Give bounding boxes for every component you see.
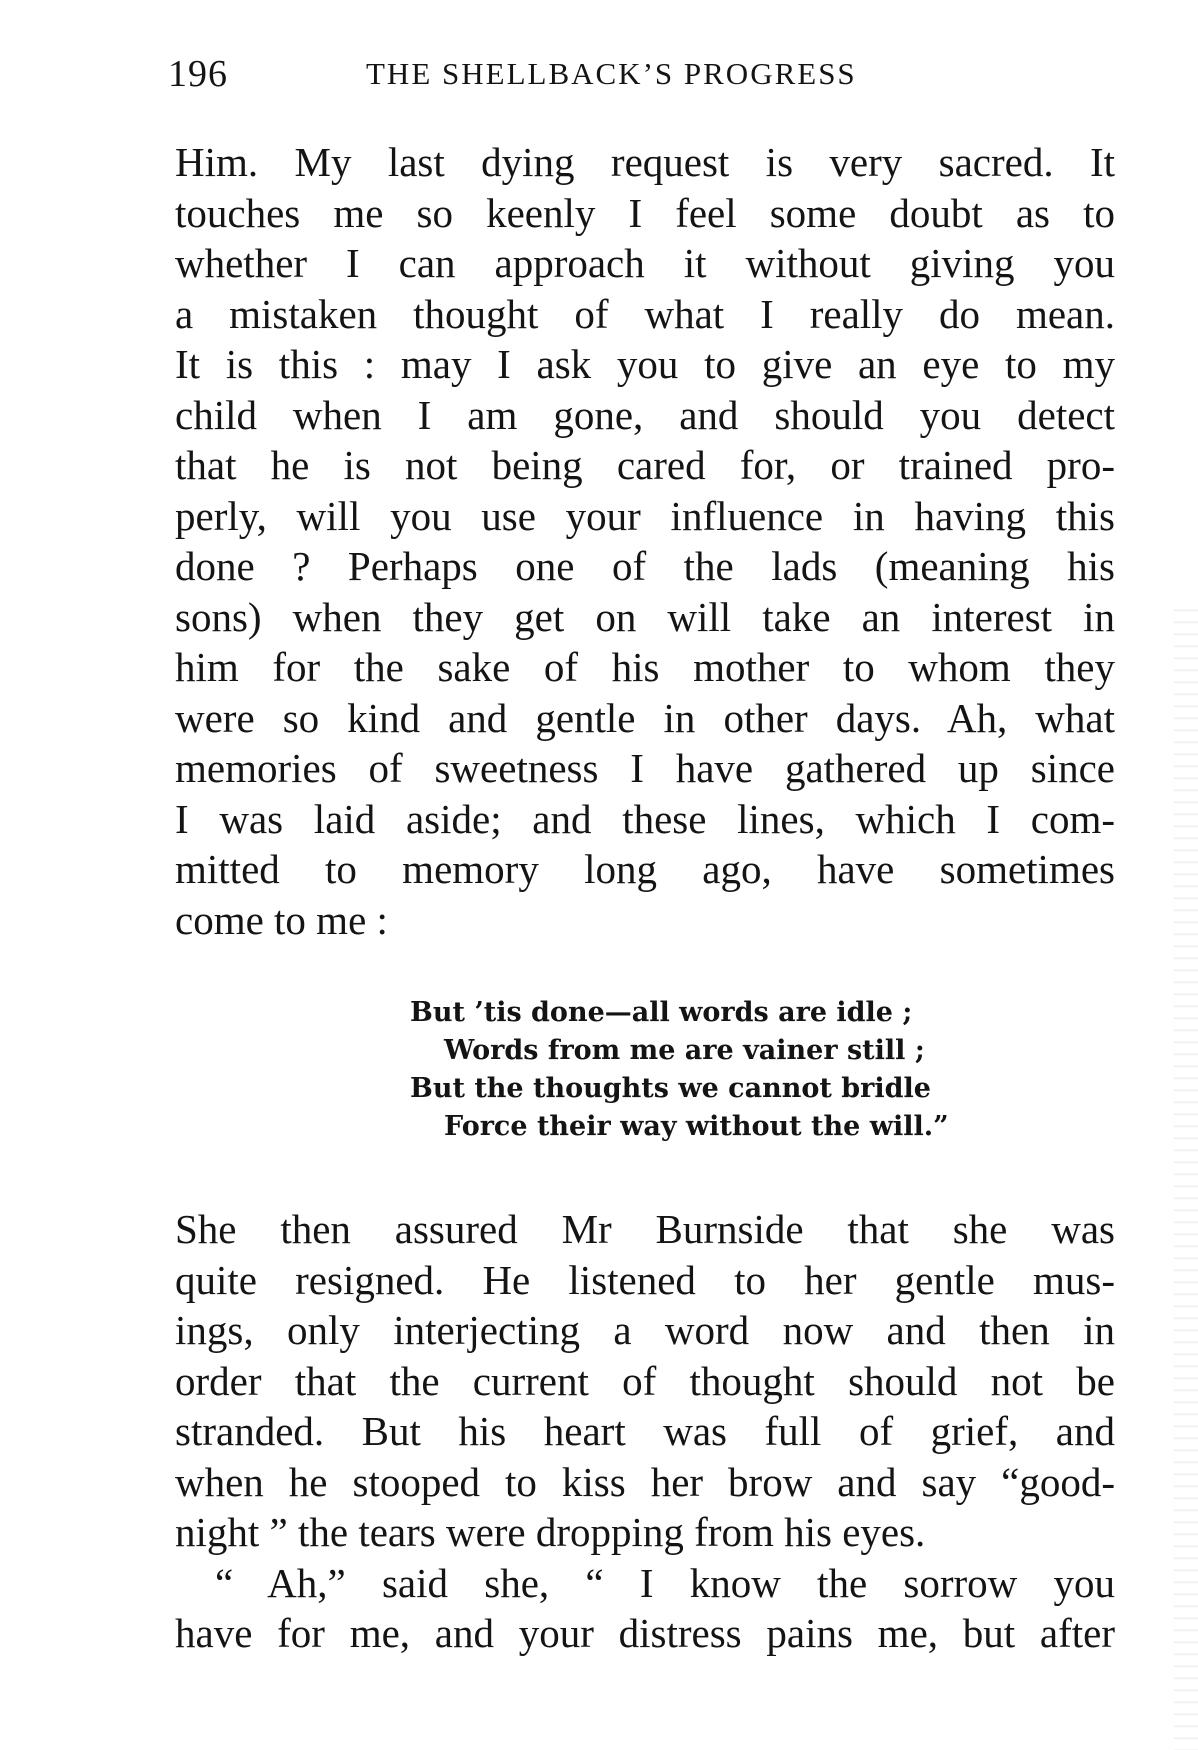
text-line: done ? Perhaps one of the lads (meaning his — [175, 543, 1115, 589]
text-line: stranded. But his heart was full of grief, and — [175, 1408, 1115, 1454]
paragraph-1 — [175, 137, 1115, 945]
page-number: 196 — [168, 53, 228, 95]
text-line: child when I am gone, and should you detect — [175, 391, 1115, 438]
poem-line: But ’tis done—all words are idle ; — [410, 997, 913, 1028]
poem-line: But the thoughts we cannot bridle — [410, 1073, 931, 1104]
text-line: come to me : — [175, 896, 388, 943]
text-line: She then assured Mr Burnside that she was — [175, 1206, 1115, 1252]
poem-line: Force their way without the will.” — [444, 1111, 949, 1142]
text-line: a mistaken thought of what I really do mean. — [175, 290, 1115, 337]
text-line: mitted to memory long ago, have sometimes — [175, 846, 1115, 892]
paragraph-2 — [175, 1204, 1115, 1659]
text-line: have for me, and your distress pains me, but after — [175, 1610, 1115, 1656]
poem-line: Words from me are vainer still ; — [444, 1035, 925, 1066]
text-line: memories of sweetness I have gathered up since — [175, 745, 1115, 791]
text-line: I was laid aside; and these lines, which I com- — [175, 795, 1115, 842]
text-line: him for the sake of his mother to whom they — [175, 644, 1115, 690]
text-line: whether I can approach it without giving you — [175, 240, 1115, 286]
text-line: were so kind and gentle in other days. Ah, what — [175, 694, 1115, 741]
text-line: ings, only interjecting a word now and then in — [175, 1307, 1115, 1353]
text-line: night ” the tears were dropping from his eyes. — [175, 1509, 926, 1555]
text-line: “ Ah,” said she, “ I know the sorrow you — [215, 1559, 1115, 1606]
text-line: that he is not being cared for, or trained pro- — [175, 442, 1115, 488]
text-line: when he stooped to kiss her brow and say “good- — [175, 1458, 1115, 1505]
text-line: quite resigned. He listened to her gentle mus- — [175, 1256, 1115, 1303]
text-line: sons) when they get on will take an interest in — [175, 593, 1115, 640]
text-line: order that the current of thought should not be — [175, 1357, 1115, 1404]
text-line: It is this : may I ask you to give an eye to my — [175, 341, 1115, 387]
running-title: THE SHELLBACK’S PROGRESS — [366, 56, 857, 91]
scan-edge-noise — [1174, 600, 1198, 1750]
page-header — [168, 52, 1128, 102]
text-line: Him. My last dying request is very sacred. It — [175, 139, 1115, 185]
poem-quote — [410, 994, 949, 1146]
text-line: perly, will you use your influence in having this — [175, 492, 1115, 539]
text-line: touches me so keenly I feel some doubt as to — [175, 189, 1115, 236]
